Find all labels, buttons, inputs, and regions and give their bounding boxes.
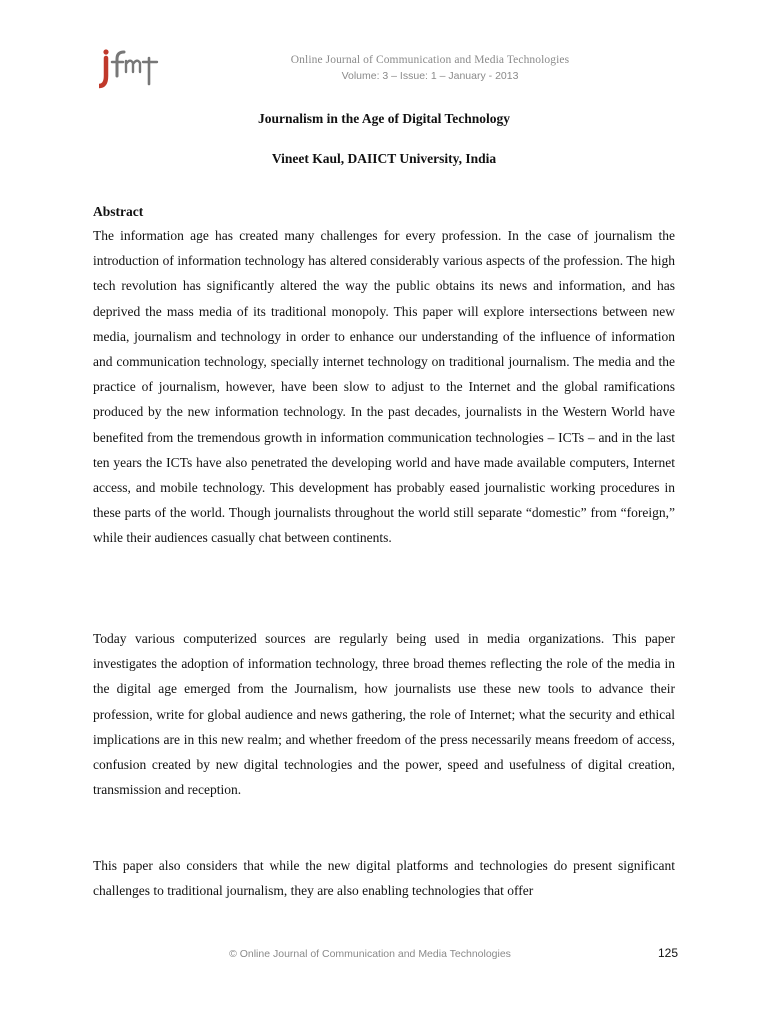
ojcmt-logo-icon: [99, 46, 161, 90]
body-paragraph: Today various computerized sources are regularly being used in media organizations. This paper investigates the adoption of information technology, three broad themes reflecting the role of the media in the digital age emerged from the Journalism, how journalists use these new tools to advance their profession, write for global audience and news gathering, the role of Internet; what the security and ethical implications are in this new realm; and whether freedom of the press necessarily means freedom of access, confusion created by new digital technologies and the power, speed and usefulness of digital creation, transmission and reception.: [93, 631, 675, 798]
author-affiliation: Vineet Kaul, DAIICT University, India: [271, 151, 497, 166]
abstract-paragraph: The information age has created many challenges for every profession. In the case of journalism the introduction of information technology has altered considerably various aspects of the profession. The high tech revolution has significantly altered the way the public obtains its news and information, and has deprived the mass media of its traditional monopoly. This paper will explore intersections between new media, journalism and technology in order to enhance our understanding of the influence of information and communication technology, specially internet technology on traditional journalism. The media and the practice of journalism, however, have been slow to adjust to the Internet and the global ramifications produced by the new information technology. In the past decades, journalists in the Western World have benefited from the tremendous growth in information communication technologies – ICTs – and in the last ten years the ICTs have also penetrated the developing world and have made available computers, Internet access, and mobile technology. This development has probably eased journalistic working procedures in these parts of the world. Though journalists throughout the world still separate “domestic” from “foreign,” while their audiences casually chat between continents.: [93, 228, 675, 546]
body-paragraph: This paper also considers that while the new digital platforms and technologies do present significant challenges to traditional journalism, they are also enabling technologies that offer: [93, 858, 675, 899]
page-number: 125: [657, 946, 678, 960]
footer-copyright: © Online Journal of Communication and Media Technologies: [229, 948, 511, 960]
journal-header: [200, 53, 660, 84]
volume-issue-line: Volume: 3 – Issue: 1 – January - 2013: [341, 70, 519, 82]
paper-title: Journalism in the Age of Digital Technology: [257, 111, 511, 126]
journal-name: Online Journal of Communication and Media Technologies: [290, 54, 570, 66]
abstract-heading: Abstract: [93, 204, 144, 219]
